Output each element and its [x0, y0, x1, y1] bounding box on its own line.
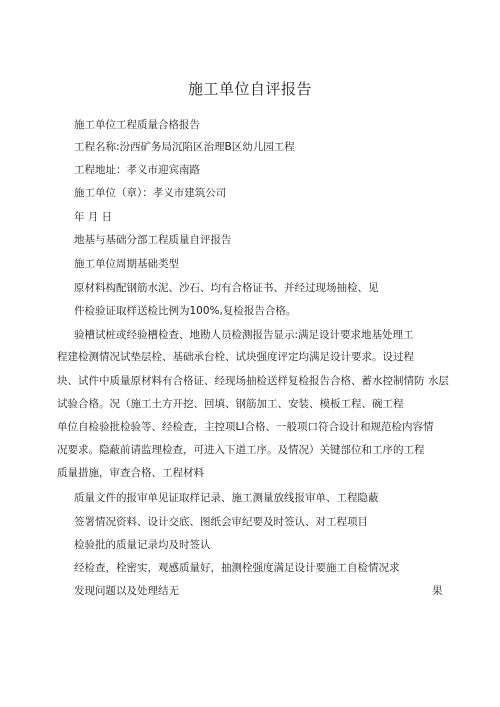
doc-line: 经检查，栓密实，观感质量好，抽测栓强度满足设计要施工自检情况求 — [74, 562, 400, 574]
doc-line: 验槽试桩或经验槽检查、地勘人员检测报告显示:满足设计要求地基处理工 — [74, 329, 414, 341]
doc-line: 程建检测情况试垫层栓、基础承台栓、试块强度评定均满足设计要求。设过程 — [57, 351, 414, 363]
doc-line: 签署情况资料、设计交底、图纸会审纪要及时签认、对工程项目 — [74, 516, 368, 528]
doc-line: 试验合格。况（施工土方开挖、回填、钢筋加工、安装、模板工程、碗工程 — [57, 398, 404, 410]
doc-line: 发现问题以及处理结无 — [74, 585, 179, 597]
document-title: 施工单位自评报告 — [187, 80, 312, 98]
doc-line: 质量文件的报审单见证取样记录、施工测量放线报审单、工程隐蔽 — [74, 492, 379, 504]
doc-line: 况要求。隐蔽前请监理检查，可进入下道工序。及情况）关键部位和工序的工程 — [57, 444, 425, 456]
doc-line: 检验批的质量记录均及时签认 — [74, 539, 211, 551]
doc-line: 施工单位周期基础类型 — [74, 258, 179, 270]
doc-line: 工程地址：孝义市迎宾南路 — [74, 164, 200, 176]
doc-line: 施工单位（章）：孝义市建筑公司 — [74, 187, 227, 199]
doc-line: 年 月 日 — [74, 211, 113, 223]
doc-line: 件检验证取样送检比例为100%,复检报告合格。 — [74, 305, 297, 317]
doc-line: 原材料构配钢筋水泥、沙石、均有合格证书、并经过现场抽检、见 — [74, 282, 379, 294]
doc-line: 块、试件中质量原材料有合格证、经现场抽检送样复检报告合格、蓄水控制情防 水层 — [57, 375, 449, 387]
doc-line: 质量措施，审查合格、工程材料 — [57, 467, 204, 479]
trailing-char: 果 — [432, 585, 443, 597]
doc-line: 单位自检验批检验等、经检查，主控项LI合格、一般项口符合设计和规范检内容情 — [57, 421, 434, 433]
doc-line: 施工单位工程质量合格报告 — [74, 119, 200, 131]
doc-line: 工程名称:汾西矿务局沉陷区治理B区幼儿园工程 — [74, 141, 295, 153]
doc-line: 地基与基础分部工程质量自评报告 — [74, 234, 232, 246]
